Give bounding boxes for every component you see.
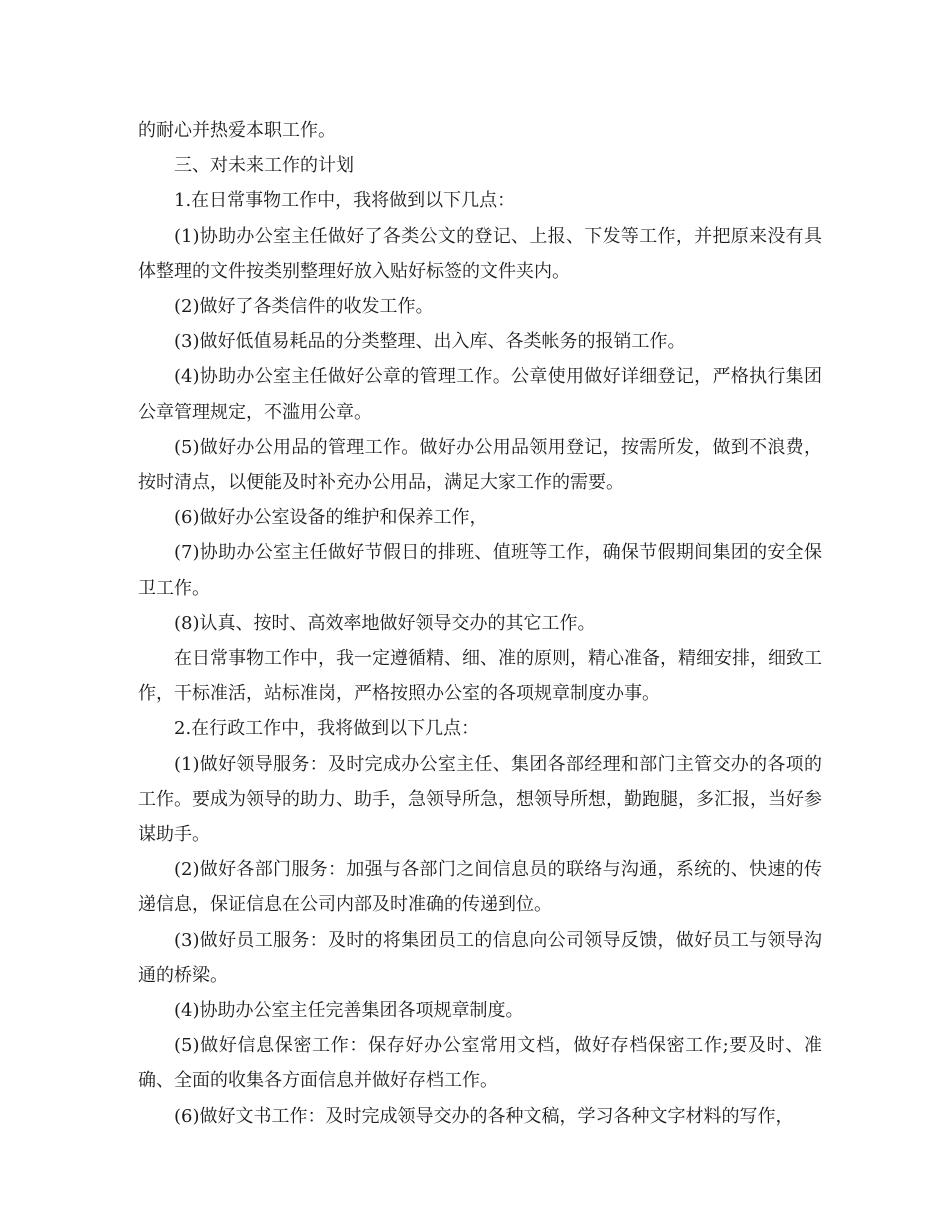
list-item: (7)协助办公室主任做好节假日的排班、值班等工作，确保节假期间集团的安全保卫工作。 [138,542,822,599]
paragraph-continuation: 的耐心并热爱本职工作。 [138,120,336,141]
list-item: (5)做好信息保密工作：保存好办公室常用文档，做好存档保密工作;要及时、准确、全面的收集各方面信息并做好存档工作。 [138,1035,822,1092]
section-heading-future-plan: 三、对未来工作的计划 [174,155,354,177]
list-item: (3)做好员工服务：及时的将集团员工的信息向公司领导反馈，做好员工与领导沟通的桥梁。 [138,929,822,986]
list-item: (5)做好办公用品的管理工作。做好办公用品领用登记，按需所发，做到不浪费，按时清点，以便能及时补充办公用品，满足大家工作的需要。 [138,436,822,494]
list-item: (8)认真、按时、高效率地做好领导交办的其它工作。 [174,612,596,634]
summary-paragraph: 在日常事物工作中，我一定遵循精、细、准的原则，精心准备，精细安排，细致工作，干标准活，站标准岗，严格按照办公室的各项规章制度办事。 [138,648,822,705]
list-item: (4)协助办公室主任完善集团各项规章制度。 [174,1000,524,1022]
list-item: (1)协助办公室主任做好了各类公文的登记、上报、下发等工作，并把原来没有具体整理的文件按类别整理好放入贴好标签的文件夹内。 [138,225,822,282]
list-item: (6)做好办公室设备的维护和保养工作， [174,507,488,529]
list-item: (2)做好各部门服务：加强与各部门之间信息员的联络与沟通，系统的、快速的传递信息，保证信息在公司内部及时准确的传递到位。 [138,859,822,916]
list-item: (3)做好低值易耗品的分类整理、出入库、各类帐务的报销工作。 [174,331,686,353]
list-item: (2)做好了各类信件的收发工作。 [174,296,434,318]
subsection-heading-administrative: 2.在行政工作中，我将做到以下几点： [174,718,480,740]
list-item: (4)协助办公室主任做好公章的管理工作。公章使用做好详细登记，严格执行集团公章管理规定，不滥用公章。 [138,366,822,423]
subsection-heading-daily-affairs: 1.在日常事物工作中，我将做到以下几点： [174,190,516,212]
list-item: (6)做好文书工作：及时完成领导交办的各种文稿，学习各种文字材料的写作， [174,1105,794,1127]
list-item: (1)做好领导服务：及时完成办公室主任、集团各部经理和部门主管交办的各项的工作。要成为领导的助力、助手，急领导所急，想领导所想，勤跑腿，多汇报，当好参谋助手。 [138,753,822,846]
document-body [138,113,822,1134]
